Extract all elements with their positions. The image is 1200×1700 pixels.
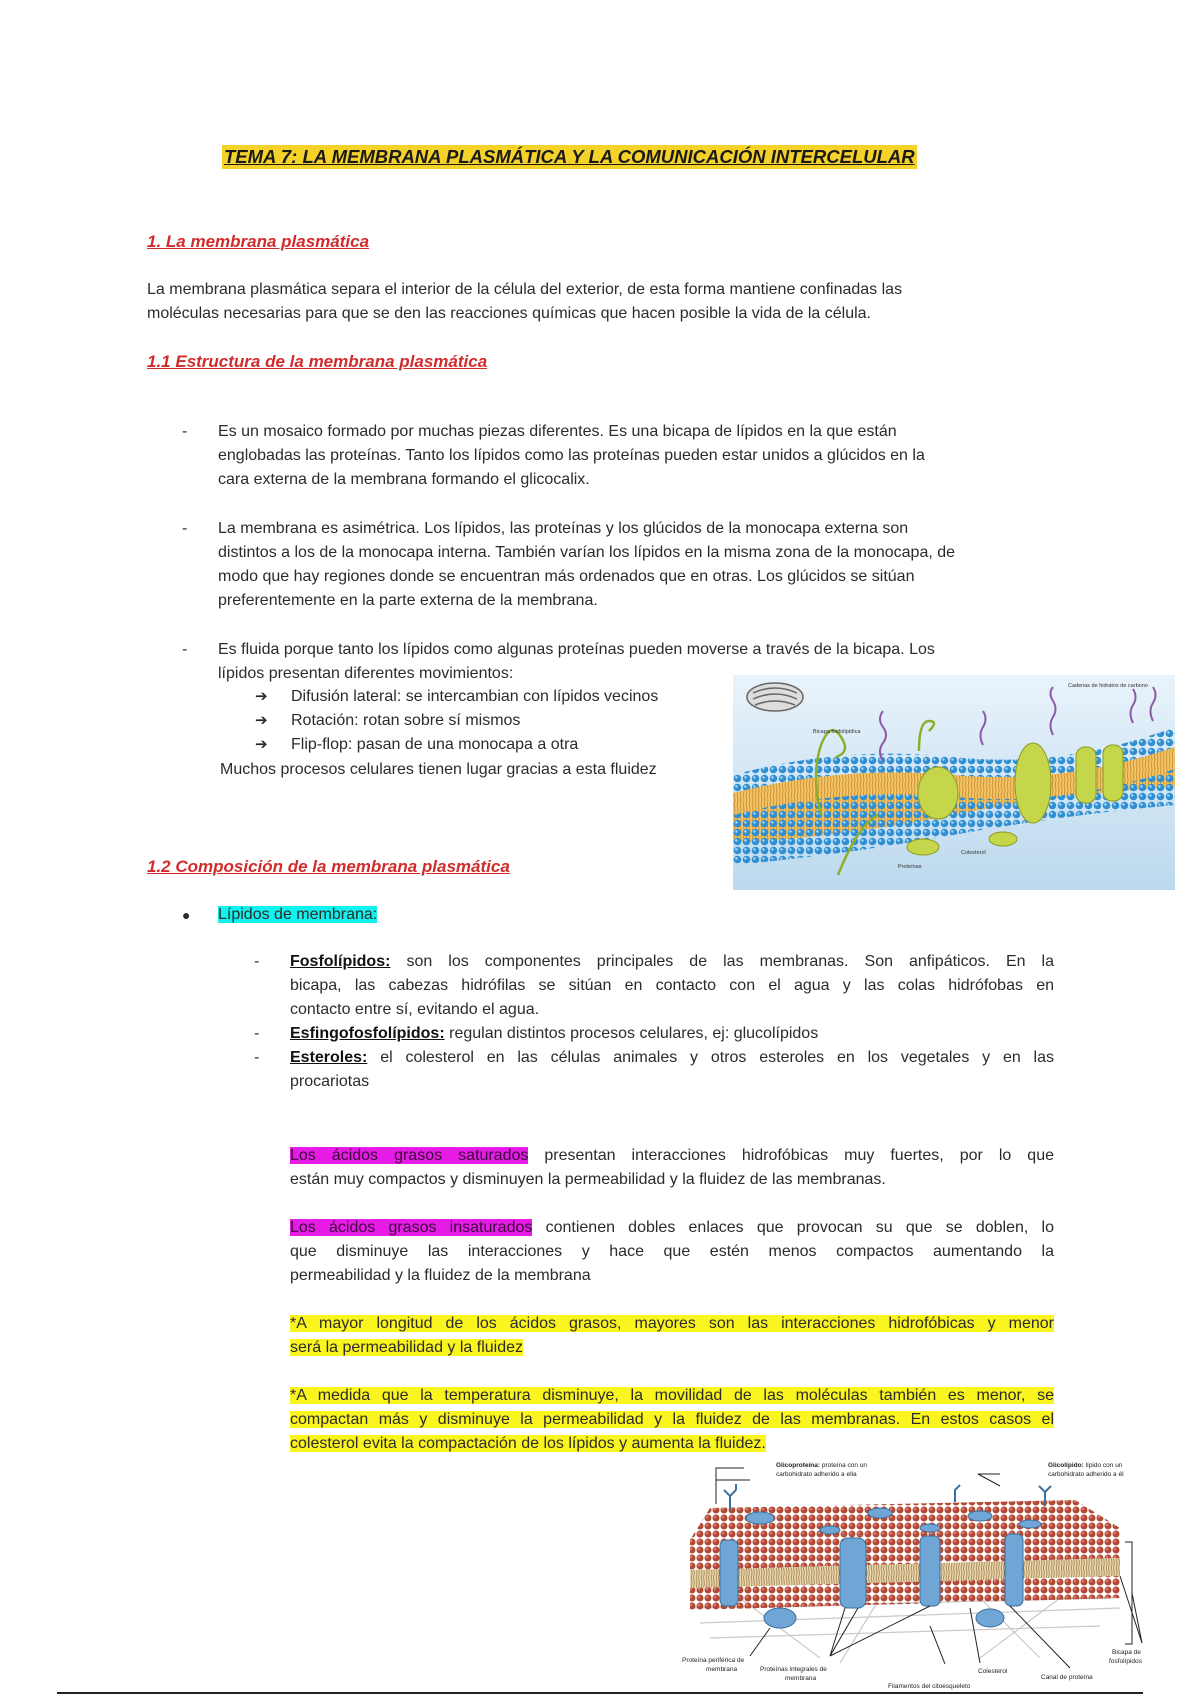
section1-intro <box>147 278 1047 326</box>
membrane-figure-2 <box>680 1458 1170 1690</box>
lipids-label: Lípidos de membrana: <box>218 906 378 923</box>
text-line: La membrana plasmática separa el interior de la célula del exterior, de esta forma mantiene confinadas las <box>147 281 903 298</box>
dash-marker: - <box>182 520 188 537</box>
movement-item: ➔ Rotación: rotan sobre sí mismos <box>291 709 731 733</box>
svg-text:carbohidrato adherido a él: carbohidrato adherido a él <box>1048 1471 1124 1478</box>
bullet-asymmetric <box>182 517 1098 613</box>
text-line: Es un mosaico formado por muchas piezas diferentes. Es una bicapa de lípidos en la que están <box>218 423 897 440</box>
svg-text:Proteínas: Proteínas <box>898 864 922 870</box>
dash-marker: - <box>254 953 260 970</box>
section-heading-1: 1. La membrana plasmática <box>147 232 370 251</box>
text-line: modo que hay regiones donde se encuentran más ordenados que en otras. Los glúcidos se sitúan <box>218 568 915 585</box>
svg-text:Proteína periférica de: Proteína periférica de <box>682 1657 745 1664</box>
text-line: distintos a los de la monocapa interna. También varían los lípidos en la misma zona de la monocapa, de <box>218 544 956 561</box>
svg-text:Colesterol: Colesterol <box>961 850 986 856</box>
svg-text:Bicapa de: Bicapa de <box>1112 1649 1141 1656</box>
bullet-lipids <box>182 903 378 927</box>
page-title: TEMA 7: LA MEMBRANA PLASMÁTICA Y LA COMUNICACIÓN INTERCELULAR <box>224 146 915 167</box>
fosfolipidos-item: - Fosfolípidos: son los componentes principales de las membranas. Son anfipáticos. En la bicapa, las cabezas hidrófilas se sitúan en contacto con el agua y las colas hidrófobas en contacto entre sí, evitando el agua. <box>290 950 1054 1022</box>
text-line: englobadas las proteínas. Tanto los lípidos como las proteínas pueden estar unidos a glúcidos en la <box>218 447 925 464</box>
membrane-figure-1 <box>733 675 1175 890</box>
text-line: Es fluida porque tanto los lípidos como algunas proteínas pueden moverse a través de la bicapa. Los <box>218 641 935 658</box>
dash-marker: - <box>182 641 188 658</box>
esfingofosfolipidos-item: - Esfingofosfolípidos: regulan distintos procesos celulares, ej: glucolípidos <box>290 1022 1054 1046</box>
svg-text:fosfolípidos: fosfolípidos <box>1109 1658 1142 1665</box>
unsaturated-paragraph: Los ácidos grasos insaturados contienen dobles enlaces que provocan su que se doblen, lo que disminuye las interacciones y hace que estén menos compactos aumentando la permeabilidad y la fluidez de la membrana <box>290 1219 1055 1284</box>
dash-marker: - <box>182 423 188 440</box>
svg-text:Cadenas de hidratos de carbono: Cadenas de hidratos de carbono <box>1068 683 1148 689</box>
golgi-icon <box>747 683 803 711</box>
arrow-icon: ➔ <box>255 712 268 729</box>
section-heading-1-2: 1.2 Composición de la membrana plasmática <box>147 857 510 876</box>
esteroles-item: - Esteroles: el colesterol en las células animales y otros esteroles en los vegetales y en las procariotas <box>290 1046 1054 1094</box>
saturated-paragraph: Los ácidos grasos saturados presentan interacciones hidrofóbicas muy fuertes, por lo que están muy compactos y disminuyen la permeabilidad y la fluidez de las membranas. <box>290 1147 1054 1188</box>
svg-text:membrana: membrana <box>785 1675 817 1682</box>
movement-item: ➔ Flip-flop: pasan de una monocapa a otra <box>291 733 731 757</box>
svg-text:Glicoproteína: proteína con un: Glicoproteína: proteína con un <box>776 1462 868 1469</box>
note-temperature: *A medida que la temperatura disminuye, la movilidad de las moléculas también es menor, se compactan más y disminuye la permeabilidad y la fluidez de las membranas. En estos casos el colesterol evita la compactación de los lípidos y aumenta la fluidez. <box>290 1387 1054 1452</box>
text-line: lípidos presentan diferentes movimientos: <box>218 665 514 682</box>
svg-text:carbohidrato adherido a ella: carbohidrato adherido a ella <box>776 1471 857 1478</box>
svg-text:Bicapa fosfolipídica: Bicapa fosfolipídica <box>813 729 861 735</box>
section-heading-1-1: 1.1 Estructura de la membrana plasmática <box>147 352 488 371</box>
arrow-icon: ➔ <box>255 688 268 705</box>
lipid-types <box>254 950 1054 1094</box>
movement-item: ➔ Difusión lateral: se intercambian con lípidos vecinos <box>291 685 731 709</box>
text-line: preferentemente en la parte externa de la membrana. <box>218 592 598 609</box>
text-line: moléculas necesarias para que se den las reacciones químicas que hacen posible la vida de la célula. <box>147 305 871 322</box>
svg-text:Glicolípido: lípido con un: Glicolípido: lípido con un <box>1048 1462 1123 1469</box>
text-line: cara externa de la membrana formando el glicocalix. <box>218 471 590 488</box>
fluidity-note: Muchos procesos celulares tienen lugar gracias a esta fluidez <box>220 761 657 778</box>
svg-text:Filamentos del citoesqueleto: Filamentos del citoesqueleto <box>888 1683 971 1690</box>
movements-list <box>255 685 731 757</box>
page-bottom-rule <box>57 1692 1143 1694</box>
bullet-dot: ● <box>182 907 191 923</box>
dash-marker: - <box>254 1049 260 1066</box>
svg-text:Colesterol: Colesterol <box>978 1668 1008 1675</box>
dash-marker: - <box>254 1025 260 1042</box>
arrow-icon: ➔ <box>255 736 268 753</box>
text-line: La membrana es asimétrica. Los lípidos, las proteínas y los glúcidos de la monocapa externa son <box>218 520 909 537</box>
note-length: *A mayor longitud de los ácidos grasos, mayores son las interacciones hidrofóbicas y menor será la permeabilidad y la fluidez <box>290 1315 1054 1356</box>
svg-text:Canal de proteína: Canal de proteína <box>1041 1674 1093 1681</box>
bullet-mosaic <box>182 420 1098 492</box>
svg-text:membrana: membrana <box>706 1666 738 1673</box>
svg-text:Proteínas integrales de: Proteínas integrales de <box>760 1666 827 1673</box>
